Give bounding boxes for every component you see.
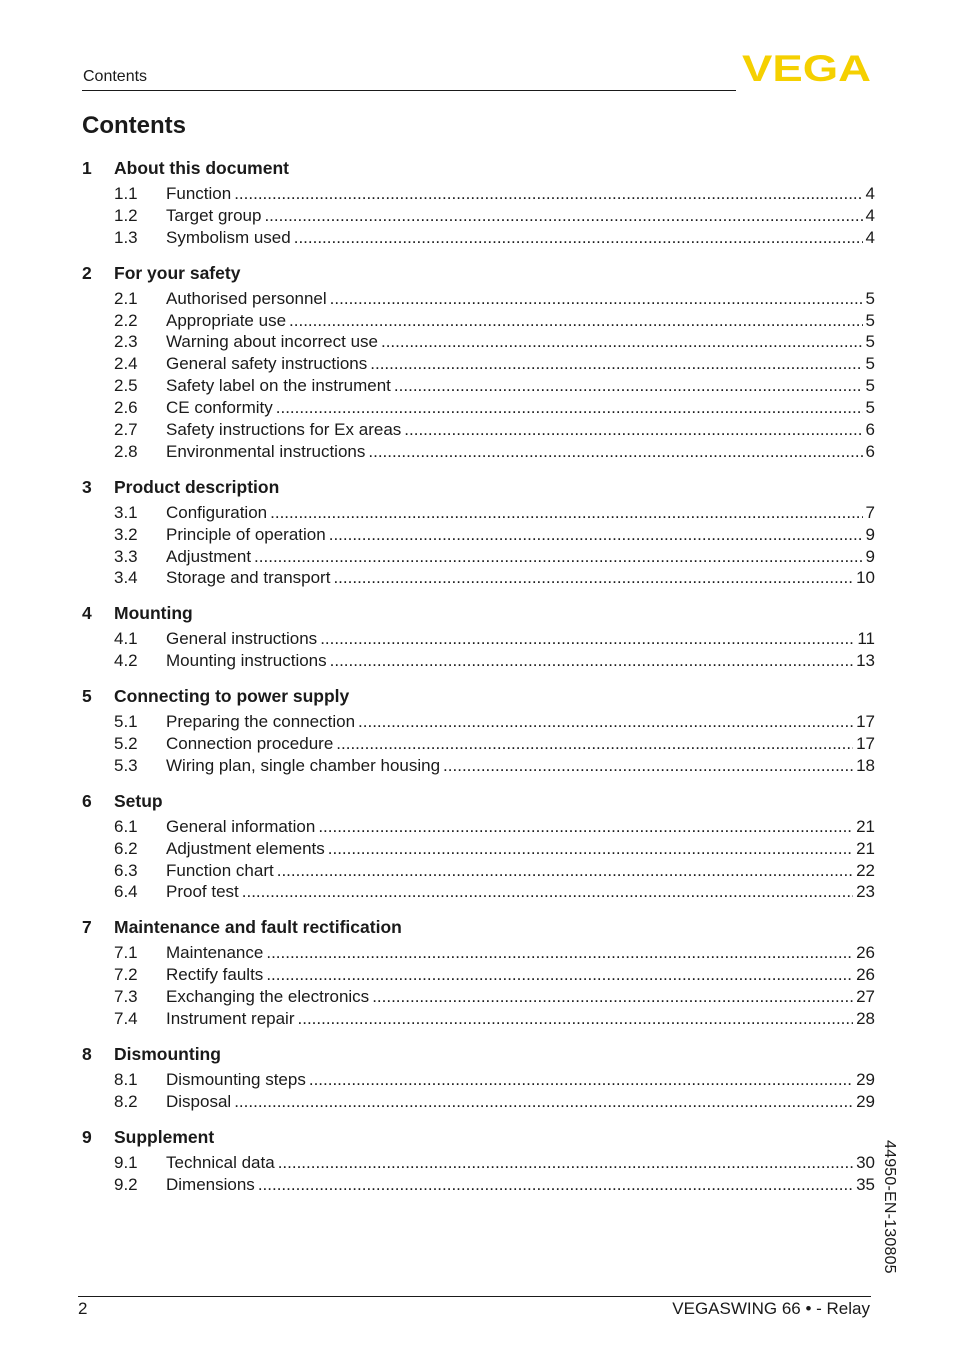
entry-page-number: 5 — [865, 310, 875, 330]
dot-leader — [330, 289, 863, 309]
dot-leader — [294, 228, 863, 248]
entry-title: Proof test — [166, 882, 239, 902]
toc-entry[interactable] — [82, 861, 875, 883]
dot-leader — [372, 987, 853, 1007]
entry-title: Function chart — [166, 860, 274, 880]
entry-page-number: 5 — [865, 354, 875, 374]
toc-entry[interactable] — [82, 568, 875, 590]
dot-leader — [270, 503, 862, 523]
toc-entries — [82, 817, 875, 905]
toc-entry[interactable] — [82, 1070, 875, 1092]
toc-entry[interactable] — [82, 1175, 875, 1197]
table-of-contents — [82, 158, 875, 1210]
entry-title: Disposal — [166, 1091, 232, 1111]
entry-title: Wiring plan, single chamber housing — [166, 755, 441, 775]
entry-title: Safety instructions for Ex areas — [166, 420, 402, 440]
dot-leader — [336, 734, 853, 754]
entry-title: Connection procedure — [166, 734, 334, 754]
toc-section — [82, 686, 875, 778]
toc-entry[interactable] — [82, 354, 875, 376]
section-number: 2 — [82, 262, 92, 283]
entry-page-number: 21 — [856, 838, 875, 858]
toc-entry[interactable] — [82, 839, 875, 861]
vega-logo — [742, 52, 873, 84]
toc-entry[interactable] — [82, 525, 875, 547]
toc-entry[interactable] — [82, 184, 875, 206]
dot-leader — [289, 311, 863, 331]
entry-page-number: 35 — [856, 1174, 875, 1194]
toc-entries — [82, 289, 875, 464]
document-id: 44950-EN-130805 — [881, 1140, 898, 1274]
toc-entry[interactable] — [82, 987, 875, 1009]
entry-title: Rectify faults — [166, 965, 264, 985]
toc-section — [82, 1044, 875, 1114]
entry-number: 4.1 — [114, 629, 138, 649]
section-number: 4 — [82, 603, 92, 624]
entry-page-number: 13 — [856, 651, 875, 671]
entry-number: 5.1 — [114, 712, 138, 732]
entry-title: Target group — [166, 205, 262, 225]
entry-title: General instructions — [166, 629, 318, 649]
entry-number: 7.3 — [114, 987, 138, 1007]
toc-entry[interactable] — [82, 420, 875, 442]
entry-title: Storage and transport — [166, 568, 331, 588]
section-title: Product description — [114, 476, 280, 497]
entry-number: 3.3 — [114, 546, 138, 566]
entry-number: 2.8 — [114, 441, 138, 461]
entry-title: Function — [166, 184, 232, 203]
entry-page-number: 26 — [856, 965, 875, 985]
dot-leader — [318, 817, 853, 837]
toc-section-heading[interactable] — [82, 917, 875, 943]
entry-title: CE conformity — [166, 398, 273, 418]
entry-number: 7.2 — [114, 965, 138, 985]
footer-page-number: 2 — [78, 1299, 88, 1318]
dot-leader — [264, 206, 862, 226]
entry-title: Technical data — [166, 1152, 275, 1172]
toc-entry[interactable] — [82, 1009, 875, 1031]
dot-leader — [309, 1070, 853, 1090]
footer-product-name: VEGASWING 66 • - Relay — [672, 1299, 870, 1318]
dot-leader — [242, 882, 853, 902]
entry-number: 4.2 — [114, 651, 138, 671]
dot-leader — [381, 332, 863, 352]
entry-title: General safety instructions — [166, 354, 368, 374]
entry-title: Instrument repair — [166, 1009, 295, 1029]
toc-section — [82, 158, 875, 250]
entry-number: 2.4 — [114, 354, 138, 374]
entry-page-number: 5 — [865, 376, 875, 396]
entry-page-number: 6 — [865, 420, 875, 440]
toc-entries — [82, 503, 875, 591]
entry-page-number: 10 — [856, 568, 875, 588]
entry-page-number: 21 — [856, 816, 875, 836]
dot-leader — [298, 1009, 854, 1029]
section-number: 3 — [82, 476, 92, 497]
toc-entry[interactable] — [82, 547, 875, 569]
section-number: 1 — [82, 158, 92, 178]
entry-number: 2.7 — [114, 420, 138, 440]
entry-number: 2.2 — [114, 310, 138, 330]
entry-number: 6.4 — [114, 882, 138, 902]
entry-title: Mounting instructions — [166, 651, 327, 671]
entry-page-number: 11 — [857, 629, 875, 649]
toc-entries — [82, 712, 875, 778]
toc-section — [82, 917, 875, 1031]
toc-section — [82, 1127, 875, 1197]
entry-number: 2.1 — [114, 288, 138, 308]
toc-entry[interactable] — [82, 398, 875, 420]
toc-entry[interactable] — [82, 311, 875, 333]
entry-number: 6.1 — [114, 816, 138, 836]
toc-entry[interactable] — [82, 376, 875, 398]
dot-leader — [330, 651, 853, 671]
entry-page-number: 26 — [856, 943, 875, 963]
toc-section-heading[interactable] — [82, 1044, 875, 1070]
logo-wordmark: VEGA — [742, 52, 871, 84]
toc-entry[interactable] — [82, 289, 875, 311]
entry-title: Preparing the connection — [166, 712, 356, 732]
section-title: Dismounting — [114, 1043, 221, 1064]
toc-entries — [82, 184, 875, 250]
section-title: Connecting to power supply — [114, 686, 350, 707]
entry-number: 5.2 — [114, 734, 138, 754]
entry-page-number: 9 — [865, 524, 875, 544]
dot-leader — [329, 525, 863, 545]
dot-leader — [394, 376, 863, 396]
entry-page-number: 29 — [856, 1091, 875, 1111]
dot-leader — [443, 756, 853, 776]
entry-title: Environmental instructions — [166, 441, 366, 461]
toc-entry[interactable] — [82, 817, 875, 839]
toc-section-heading[interactable] — [82, 686, 875, 712]
toc-entries — [82, 943, 875, 1031]
dot-leader — [266, 965, 853, 985]
dot-leader — [266, 943, 853, 963]
section-title: Maintenance and fault rectification — [114, 917, 402, 938]
section-number: 6 — [82, 790, 92, 811]
entry-number: 3.4 — [114, 568, 138, 588]
entry-title: Exchanging the electronics — [166, 987, 370, 1007]
toc-entry[interactable] — [82, 882, 875, 904]
toc-section-heading[interactable] — [82, 263, 875, 289]
section-title: Mounting — [114, 603, 193, 624]
toc-entry[interactable] — [82, 734, 875, 756]
entry-page-number: 4 — [865, 227, 875, 247]
entry-number: 6.3 — [114, 860, 138, 880]
entry-number: 8.2 — [114, 1091, 138, 1111]
toc-entries — [82, 1153, 875, 1197]
entry-number: 7.1 — [114, 943, 138, 963]
entry-page-number: 5 — [865, 288, 875, 308]
entry-title: Warning about incorrect use — [166, 332, 378, 352]
dot-leader — [234, 1092, 853, 1112]
toc-section-heading[interactable] — [82, 1127, 875, 1153]
toc-entry[interactable] — [82, 965, 875, 987]
entry-title: Maintenance — [166, 943, 264, 963]
toc-section — [82, 603, 875, 673]
dot-leader — [234, 184, 862, 204]
dot-leader — [333, 568, 853, 588]
toc-entry[interactable] — [82, 651, 875, 673]
entry-page-number: 23 — [856, 882, 875, 902]
entry-title: Principle of operation — [166, 524, 326, 544]
dot-leader — [258, 1175, 853, 1195]
toc-entry[interactable] — [82, 1153, 875, 1175]
toc-entry[interactable] — [82, 332, 875, 354]
section-title: Supplement — [114, 1126, 215, 1147]
entry-page-number: 4 — [865, 184, 875, 203]
entry-page-number: 9 — [865, 546, 875, 566]
toc-section — [82, 263, 875, 464]
entry-number: 1.2 — [114, 205, 138, 225]
dot-leader — [277, 861, 853, 881]
section-number: 9 — [82, 1126, 92, 1147]
entry-title: General information — [166, 816, 316, 836]
entry-title: Dismounting steps — [166, 1069, 306, 1089]
entry-page-number: 17 — [856, 712, 875, 732]
entry-number: 2.3 — [114, 332, 138, 352]
dot-leader — [278, 1153, 853, 1173]
entry-page-number: 22 — [856, 860, 875, 880]
toc-section-heading[interactable] — [82, 603, 875, 629]
entry-title: Authorised personnel — [166, 288, 327, 308]
dot-leader — [404, 420, 862, 440]
page-title: Contents — [82, 112, 186, 139]
toc-entries — [82, 629, 875, 673]
toc-entry[interactable] — [82, 756, 875, 778]
dot-leader — [254, 547, 862, 567]
entry-title: Appropriate use — [166, 310, 287, 330]
entry-page-number: 30 — [856, 1152, 875, 1172]
entry-number: 5.3 — [114, 755, 138, 775]
toc-entry[interactable] — [82, 712, 875, 734]
toc-entry[interactable] — [82, 629, 875, 651]
section-title: About this document — [114, 158, 289, 178]
toc-entry[interactable] — [82, 442, 875, 464]
entry-page-number: 5 — [865, 332, 875, 352]
entry-number: 3.2 — [114, 524, 138, 544]
dot-leader — [328, 839, 853, 859]
toc-entry[interactable] — [82, 1092, 875, 1114]
toc-section — [82, 477, 875, 591]
entry-number: 2.5 — [114, 376, 138, 396]
entry-number: 7.4 — [114, 1009, 138, 1029]
entry-page-number: 4 — [865, 205, 875, 225]
entry-page-number: 17 — [856, 734, 875, 754]
entry-number: 3.1 — [114, 502, 138, 522]
entry-page-number: 18 — [856, 755, 875, 775]
toc-entry[interactable] — [82, 943, 875, 965]
toc-entry[interactable] — [82, 503, 875, 525]
toc-section-heading[interactable] — [82, 477, 875, 503]
entry-number: 9.1 — [114, 1152, 138, 1172]
entry-title: Adjustment — [166, 546, 252, 566]
entry-page-number: 28 — [856, 1009, 875, 1029]
section-title: For your safety — [114, 262, 241, 283]
toc-section-heading[interactable] — [82, 158, 875, 184]
section-number: 7 — [82, 917, 92, 938]
running-header: Contents — [83, 68, 148, 85]
dot-leader — [320, 629, 854, 649]
entry-page-number: 5 — [865, 398, 875, 418]
entry-number: 8.1 — [114, 1069, 138, 1089]
entry-page-number: 6 — [865, 441, 875, 461]
toc-section — [82, 791, 875, 905]
dot-leader — [358, 712, 853, 732]
entry-title: Adjustment elements — [166, 838, 325, 858]
toc-entry[interactable] — [82, 206, 875, 228]
section-number: 8 — [82, 1043, 92, 1064]
footer-divider — [78, 1296, 871, 1297]
entry-number: 2.6 — [114, 398, 138, 418]
section-number: 5 — [82, 686, 92, 707]
toc-section-heading[interactable] — [82, 791, 875, 817]
entry-page-number: 7 — [865, 502, 875, 522]
entry-number: 9.2 — [114, 1174, 138, 1194]
entry-number: 1.3 — [114, 227, 138, 247]
entry-number: 6.2 — [114, 838, 138, 858]
entry-title: Symbolism used — [166, 227, 291, 247]
dot-leader — [370, 354, 862, 374]
toc-entries — [82, 1070, 875, 1114]
section-title: Setup — [114, 790, 163, 811]
entry-number: 1.1 — [114, 184, 138, 203]
entry-page-number: 29 — [856, 1069, 875, 1089]
dot-leader — [276, 398, 863, 418]
entry-title: Safety label on the instrument — [166, 376, 391, 396]
toc-entry[interactable] — [82, 228, 875, 250]
entry-page-number: 27 — [856, 987, 875, 1007]
entry-title: Dimensions — [166, 1174, 255, 1194]
entry-title: Configuration — [166, 502, 268, 522]
dot-leader — [368, 442, 862, 462]
header-divider — [82, 90, 736, 91]
